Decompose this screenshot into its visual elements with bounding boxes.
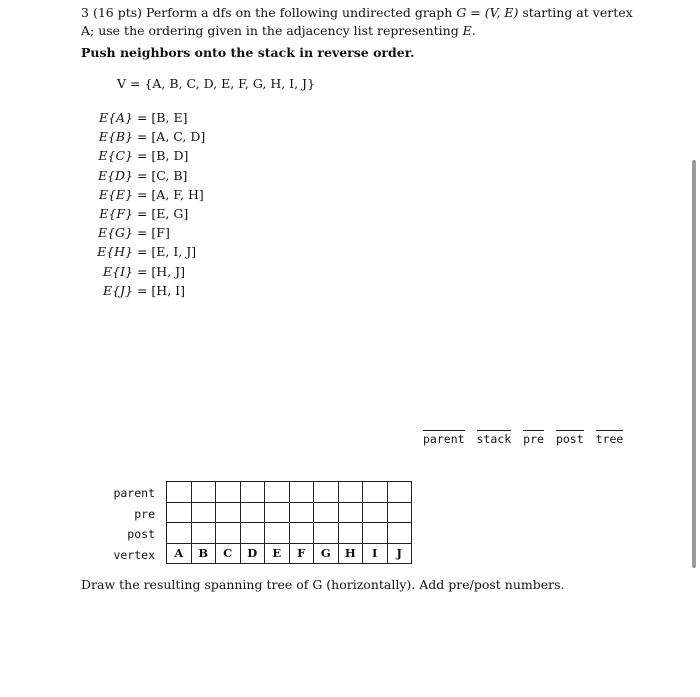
vertex-cell: E	[265, 543, 290, 564]
adjacency-lhs: E{H}	[97, 244, 133, 260]
vertex-cell: B	[191, 543, 216, 564]
row-label-pre: pre	[134, 506, 155, 521]
legend-pre: pre	[523, 432, 544, 446]
parent-row	[167, 482, 412, 503]
question-text	[81, 4, 636, 40]
adjacency-rhs: = [H, I]	[136, 282, 185, 298]
parent-cell[interactable]	[338, 482, 363, 503]
legend-parent: parent	[423, 432, 465, 446]
adjacency-lhs: E{B}	[98, 129, 133, 145]
post-cell[interactable]	[387, 523, 412, 544]
adjacency-lhs: E{D}	[97, 167, 133, 183]
pre-cell[interactable]	[363, 502, 388, 523]
adjacency-lhs: E{G}	[97, 225, 133, 241]
row-label-post: post	[127, 527, 155, 541]
adjacency-row	[90, 146, 205, 165]
adjacency-row	[90, 204, 205, 223]
pre-cell[interactable]	[216, 502, 241, 523]
parent-cell[interactable]	[167, 482, 192, 503]
row-label-parent: parent	[113, 486, 155, 500]
parent-cell[interactable]	[216, 482, 241, 503]
adjacency-rhs: = [E, I, J]	[136, 244, 197, 260]
parent-cell[interactable]	[314, 482, 339, 503]
question-text-end: .	[471, 23, 476, 38]
graph-expression: G = (V, E)	[456, 5, 519, 20]
pre-cell[interactable]	[191, 502, 216, 523]
pre-row	[167, 502, 412, 523]
parent-cell[interactable]	[265, 482, 290, 503]
post-cell[interactable]	[338, 523, 363, 544]
vertex-cell: F	[289, 543, 314, 564]
pre-cell[interactable]	[289, 502, 314, 523]
adjacency-rhs: = [A, F, H]	[136, 186, 204, 202]
adjacency-rhs: = [C, B]	[136, 167, 188, 183]
post-cell[interactable]	[216, 523, 241, 544]
adjacency-rhs: = [E, G]	[136, 206, 189, 222]
adjacency-row	[90, 262, 205, 281]
vertex-cell: H	[338, 543, 363, 564]
adjacency-row	[90, 108, 205, 127]
vertex-row	[167, 543, 412, 564]
adjacency-row	[90, 242, 205, 261]
question-text-before: Perform a dfs on the following undirected graph	[146, 5, 457, 20]
adjacency-row	[90, 223, 205, 242]
vertex-cell: C	[216, 543, 241, 564]
post-cell[interactable]	[314, 523, 339, 544]
post-cell[interactable]	[265, 523, 290, 544]
pre-cell[interactable]	[167, 502, 192, 523]
adjacency-rhs: = [H, J]	[136, 263, 186, 279]
pre-cell[interactable]	[387, 502, 412, 523]
vertex-set: V = {A, B, C, D, E, F, G, H, I, J}	[117, 76, 316, 91]
dfs-table	[166, 481, 412, 564]
adjacency-list	[90, 108, 205, 300]
post-cell[interactable]	[167, 523, 192, 544]
vertex-cell: D	[240, 543, 265, 564]
instruction: Push neighbors onto the stack in reverse order.	[81, 45, 415, 60]
edge-set-symbol: E	[462, 23, 472, 38]
question-points: (16 pts)	[92, 5, 143, 20]
adjacency-row	[90, 127, 205, 146]
adjacency-lhs: E{C}	[98, 148, 133, 164]
adjacency-rhs: = [F]	[136, 225, 170, 241]
post-cell[interactable]	[363, 523, 388, 544]
adjacency-rhs: = [B, E]	[136, 110, 188, 125]
parent-cell[interactable]	[191, 482, 216, 503]
draw-instruction: Draw the resulting spanning tree of G (horizontally). Add pre/post numbers.	[81, 577, 565, 592]
question-number: 3	[81, 5, 89, 20]
adjacency-lhs: E{I}	[103, 263, 133, 279]
adjacency-lhs: E{E}	[98, 186, 133, 202]
adjacency-lhs: E{F}	[99, 206, 133, 222]
question-text-middle: starting at vertex A; use the ordering given in the adjacency list representing	[81, 5, 633, 38]
post-cell[interactable]	[240, 523, 265, 544]
parent-cell[interactable]	[240, 482, 265, 503]
adjacency-row	[90, 185, 205, 204]
vertical-scrollbar[interactable]	[692, 160, 696, 568]
adjacency-row	[90, 166, 205, 185]
parent-cell[interactable]	[387, 482, 412, 503]
post-cell[interactable]	[289, 523, 314, 544]
parent-cell[interactable]	[363, 482, 388, 503]
vertex-cell: A	[167, 543, 192, 564]
legend-post: post	[555, 432, 584, 446]
adjacency-lhs: E{A}	[98, 110, 133, 125]
column-legend	[423, 430, 635, 446]
pre-cell[interactable]	[314, 502, 339, 523]
adjacency-row	[90, 281, 205, 300]
table-row-labels	[100, 483, 155, 565]
legend-tree: tree	[595, 432, 624, 446]
adjacency-lhs: E{J}	[102, 282, 133, 298]
vertex-cell: J	[387, 543, 412, 564]
row-label-vertex: vertex	[113, 547, 155, 562]
legend-stack: stack	[476, 432, 512, 446]
adjacency-rhs: = [B, D]	[136, 148, 189, 164]
adjacency-rhs: = [A, C, D]	[136, 129, 206, 145]
pre-cell[interactable]	[240, 502, 265, 523]
vertex-cell: G	[314, 543, 339, 564]
post-cell[interactable]	[191, 523, 216, 544]
post-row	[167, 523, 412, 544]
vertex-cell: I	[363, 543, 388, 564]
parent-cell[interactable]	[289, 482, 314, 503]
pre-cell[interactable]	[338, 502, 363, 523]
pre-cell[interactable]	[265, 502, 290, 523]
